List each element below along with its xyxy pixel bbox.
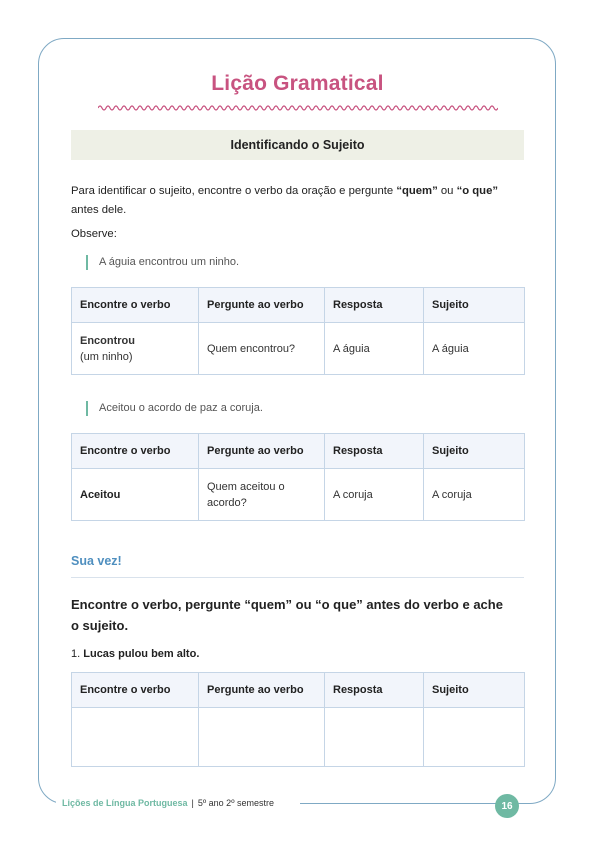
intro-ou: ou: [437, 185, 457, 197]
exercise-table: [71, 672, 525, 767]
header-answer: Resposta: [325, 673, 424, 708]
cell-subject: A águia: [424, 323, 525, 375]
cell-answer: A águia: [325, 323, 424, 375]
lesson-subtitle-banner: [71, 130, 524, 160]
page-number: 16: [501, 800, 513, 812]
question-line-1: Quem aceitou o: [207, 480, 285, 493]
answer-cell-question[interactable]: [199, 708, 325, 767]
section-divider: [71, 577, 524, 578]
table-header-row: [72, 434, 525, 469]
header-find-verb: Encontre o verbo: [72, 434, 199, 469]
observe-label: Observe:: [71, 228, 117, 240]
header-find-verb: Encontre o verbo: [72, 288, 199, 323]
answer-cell-subject[interactable]: [424, 708, 525, 767]
footer-separator: |: [191, 798, 194, 808]
cell-subject: A coruja: [424, 469, 525, 521]
header-find-verb: Encontre o verbo: [72, 673, 199, 708]
header-ask-verb: Pergunte ao verbo: [199, 673, 325, 708]
footer-brand: Lições de Língua Portuguesa: [62, 798, 188, 808]
example-table-2: [71, 433, 525, 521]
header-subject: Sujeito: [424, 434, 525, 469]
instruction-line-1: Encontre o verbo, pergunte “quem” ou “o que” antes do verbo e ache: [71, 597, 503, 612]
intro-oque: “o que”: [456, 185, 499, 197]
verb-note: (um ninho): [80, 350, 133, 363]
lesson-subtitle: Identificando o Sujeito: [230, 138, 365, 152]
table-row: [72, 323, 525, 375]
table-row: [72, 708, 525, 767]
cell-question: [199, 469, 325, 521]
intro-quem: “quem”: [396, 185, 438, 197]
table-row: [72, 469, 525, 521]
cell-answer: A coruja: [325, 469, 424, 521]
page-number-badge: [495, 794, 519, 818]
item-number: 1.: [71, 648, 81, 660]
page-title: Lição Gramatical: [211, 72, 384, 95]
verb-text: Encontrou: [80, 334, 135, 347]
table-header-row: [72, 673, 525, 708]
exercise-item: [71, 648, 199, 660]
intro-text-line2: antes dele.: [71, 204, 127, 216]
footer: [62, 798, 278, 808]
example-sentence-1: A águia encontrou um ninho.: [86, 255, 239, 270]
header-answer: Resposta: [325, 288, 424, 323]
table-header-row: [72, 288, 525, 323]
cell-verb: [72, 323, 199, 375]
instruction-line-2: o sujeito.: [71, 618, 129, 633]
header-ask-verb: Pergunte ao verbo: [199, 434, 325, 469]
cell-verb: Aceitou: [72, 469, 199, 521]
header-answer: Resposta: [325, 434, 424, 469]
answer-cell-answer[interactable]: [325, 708, 424, 767]
example-table-1: [71, 287, 525, 375]
footer-line: [300, 803, 496, 804]
wavy-divider: [98, 103, 498, 113]
question-line-2: acordo?: [207, 496, 247, 509]
header-ask-verb: Pergunte ao verbo: [199, 288, 325, 323]
item-sentence: Lucas pulou bem alto.: [83, 648, 200, 660]
section-title: Sua vez!: [71, 554, 122, 568]
footer-grade: 5º ano 2º semestre: [197, 798, 274, 808]
header-subject: Sujeito: [424, 673, 525, 708]
exercise-instruction: [71, 594, 531, 636]
cell-question: Quem encontrou?: [199, 323, 325, 375]
header-subject: Sujeito: [424, 288, 525, 323]
intro-paragraph: [71, 182, 531, 220]
example-sentence-2: Aceitou o acordo de paz a coruja.: [86, 401, 263, 416]
answer-cell-verb[interactable]: [72, 708, 199, 767]
intro-text: Para identificar o sujeito, encontre o verbo da oração e pergunte: [71, 185, 397, 197]
